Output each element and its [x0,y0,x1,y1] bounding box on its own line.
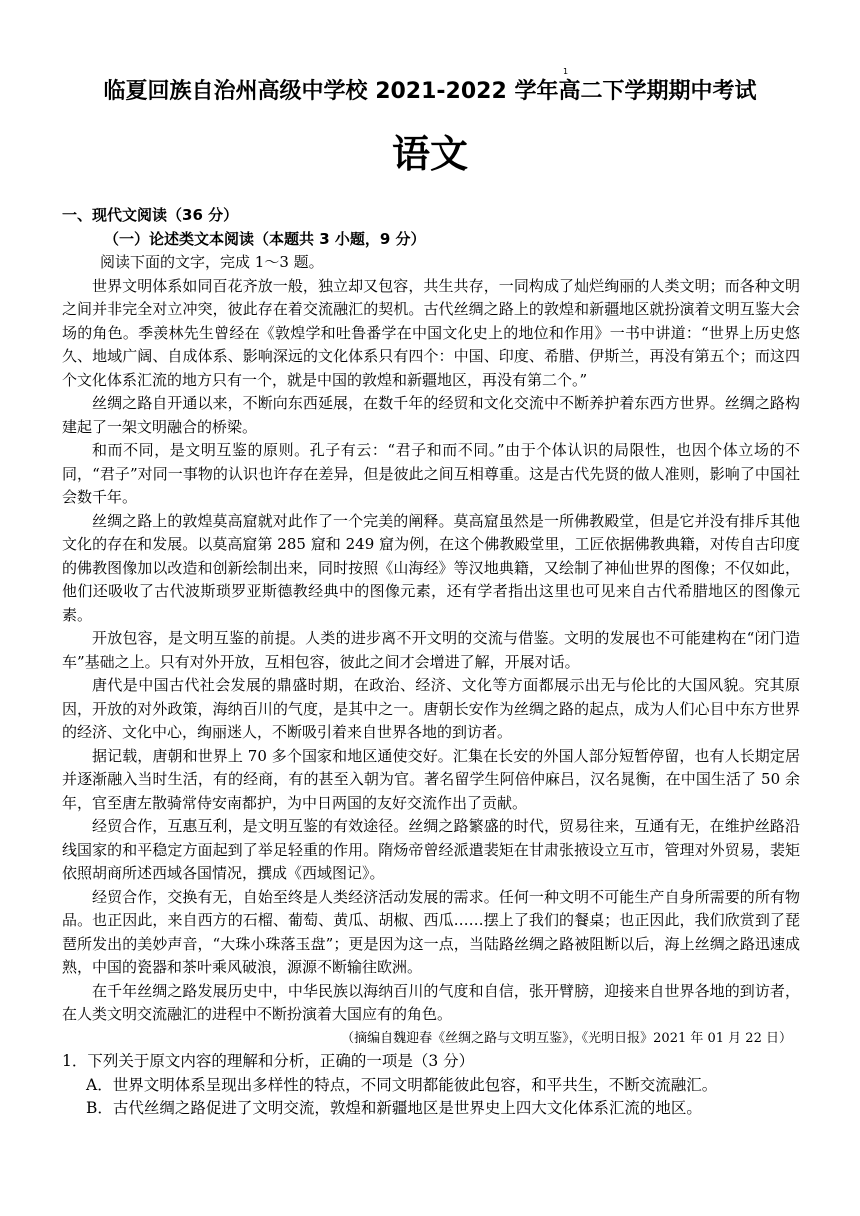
subject-title: 语文 [391,132,468,176]
passage-source: （摘编自魏迎春《丝绸之路与文明互鉴》，《光明日报》2021 年 01 月 22 日） [341,1030,792,1046]
header-mark: 1 [563,67,569,76]
passage-paragraph: 丝绸之路上的敦煌莫高窟就对此作了一个完美的阐释。莫高窟虽然是一所佛教殿堂，但是它并没有排斥其他文化的存在和发展。以莫高窟第 285 窟和 249 窟为例，在这个佛教殿堂里，工匠依据佛教典籍，对传自古印度的佛教图像加以改造和创新绘制出来，同时按照《山海经》等汉地典籍，又绘制了神仙世界的图像；不仅如此，他们还吸收了古代波斯琐罗亚斯德教经典中的图像元素，还有学者指出这里也可见来自古代希腊地区的图像元素。 [62,511,800,624]
section-heading: 一、现代文阅读（36 分） [62,206,239,224]
passage-paragraph: 开放包容，是文明互鉴的前提。人类的进步离不开文明的交流与借鉴。文明的发展也不可能建构在“闭门造车”基础之上。只有对外开放，互相包容，彼此之间才会增进了解，开展对话。 [62,629,800,671]
passage-paragraph: 丝绸之路自开通以来，不断向东西延展，在数千年的经贸和文化交流中不断养护着东西方世界。丝绸之路构建起了一架文明融合的桥梁。 [62,394,800,436]
question-option-a: A．世界文明体系呈现出多样性的特点，不同文明都能彼此包容，和平共生，不断交流融汇。 [86,1075,718,1094]
passage-paragraph: 经贸合作，交换有无，自始至终是人类经济活动发展的需求。任何一种文明不可能生产自身所需要的所有物品。也正因此，来自西方的石榴、葡萄、黄瓜、胡椒、西瓜……摆上了我们的餐桌；也正因此，我们欣赏到了琵琶所发出的美妙声音，“大珠小珠落玉盘”；更是因为这一点，当陆路丝绸之路被阻断以后，海上丝绸之路迅速成熟，中国的瓷器和茶叶乘风破浪，源源不断输往欧洲。 [62,887,800,976]
passage-paragraph: 和而不同，是文明互鉴的原则。孔子有云：“君子和而不同。”由于个体认识的局限性，也因个体立场的不同，“君子”对同一事物的认识也许存在差异，但是彼此之间互相尊重。这是古代先贤的做人准则，影响了中国社会数千年。 [62,441,800,506]
exam-title: 临夏回族自治州高级中学校 2021-2022 学年高二下学期期中考试 [103,79,757,104]
passage-paragraph: 据记载，唐朝和世界上 70 多个国家和地区通使交好。汇集在长安的外国人部分短暂停留，也有人长期定居并逐渐融入当时生活，有的经商，有的甚至入朝为官。著名留学生阿倍仲麻吕，汉名晁衡，在中国生活了 50 余年，官至唐左散骑常侍安南都护，为中日两国的友好交流作出了贡献。 [62,746,800,812]
passage-paragraph: 唐代是中国古代社会发展的鼎盛时期，在政治、经济、文化等方面都展示出无与伦比的大国风貌。究其原因，开放的对外政策，海纳百川的气度，是其中之一。唐朝长安作为丝绸之路的起点，成为人们心目中东方世界的经济、文化中心，绚丽迷人，不断吸引着来自世界各地的到访者。 [62,676,800,741]
exam-content [62,204,800,1121]
question-stem: 1．下列关于原文内容的理解和分析，正确的一项是（3 分） [62,1052,475,1070]
question-option-b: B．古代丝绸之路促进了文明交流，敦煌和新疆地区是世界史上四大文化体系汇流的地区。 [86,1099,702,1117]
passage-paragraph: 世界文明体系如同百花齐放一般，独立却又包容，共生共存，一同构成了灿烂绚丽的人类文明；而各种文明之间并非完全对立冲突，彼此存在着交流融汇的契机。古代丝绸之路上的敦煌和新疆地区就扮演着文明互鉴大会场的角色。季羡林先生曾经在《敦煌学和吐鲁番学在中国文化史上的地位和作用》一书中讲道：“世界上历史悠久、地域广阔、自成体系、影响深远的文化体系只有四个：中国、印度、希腊、伊斯兰，再没有第五个；而这四个文化体系汇流的地方只有一个，就是中国的敦煌和新疆地区，再没有第二个。” [62,276,800,389]
reading-instruction: 阅读下面的文字，完成 1～3 题。 [100,253,324,271]
passage-paragraph: 经贸合作，互惠互利，是文明互鉴的有效途径。丝绸之路繁盛的时代，贸易往来，互通有无，在维护丝路沿线国家的和平稳定方面起到了举足轻重的作用。隋炀帝曾经派遣裴矩在甘肃张掖设立互市，管理对外贸易，裴矩依照胡商所述西域各国情况，撰成《西域图记》。 [62,817,800,882]
subsection-heading: （一）论述类文本阅读（本题共 3 小题，9 分） [104,229,426,248]
passage-paragraph: 在千年丝绸之路发展历史中，中华民族以海纳百川的气度和自信，张开臂膀，迎接来自世界各地的到访者，在人类文明交流融汇的进程中不断扮演着大国应有的角色。 [62,981,800,1023]
